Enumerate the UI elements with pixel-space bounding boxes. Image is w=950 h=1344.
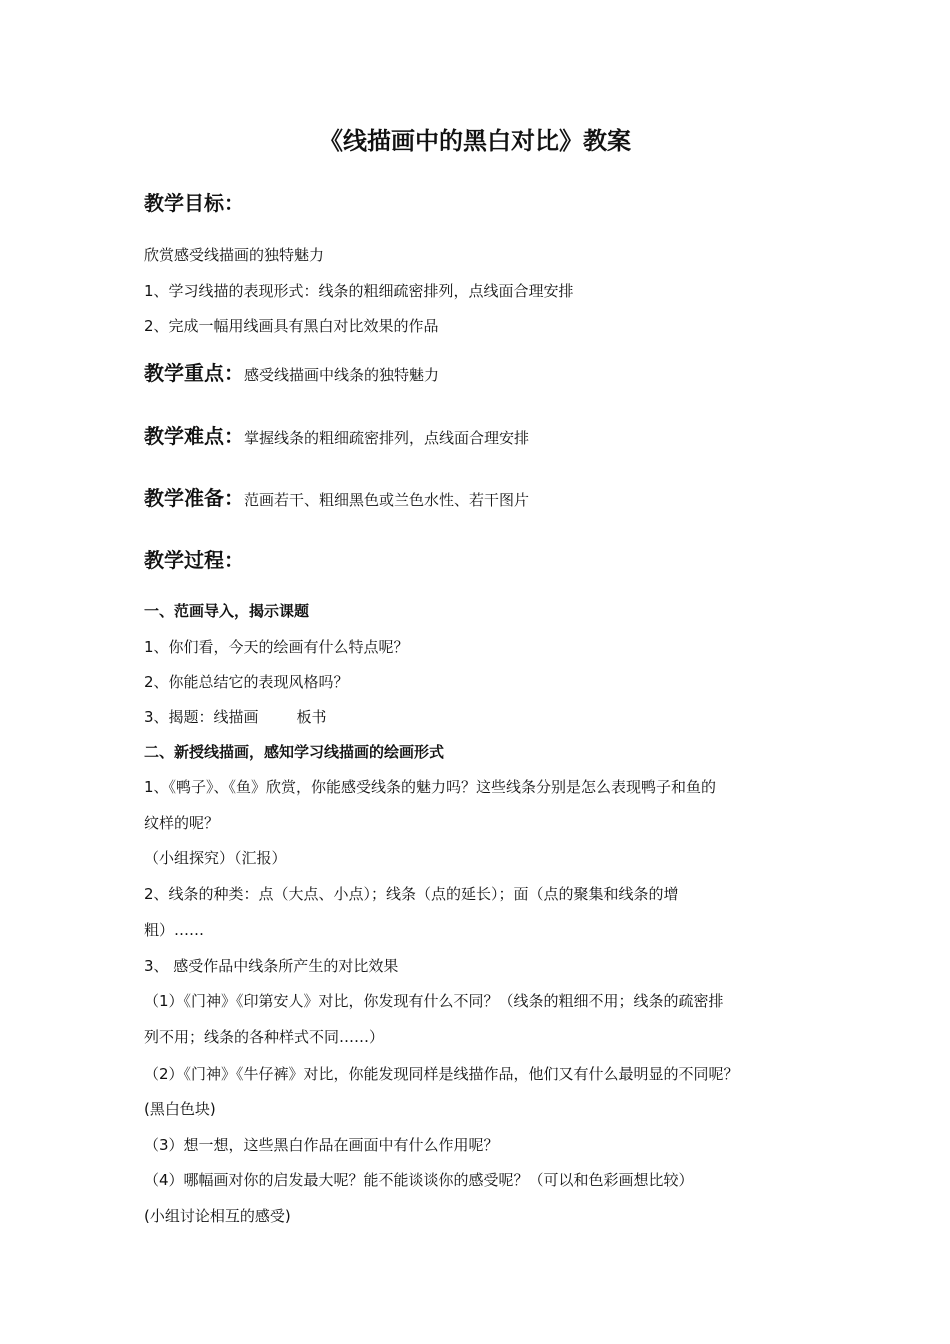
section1-item: 1、你们看，今天的绘画有什么特点呢？ xyxy=(144,638,409,656)
section2-line: 1、《鸭子》、《鱼》欣赏，你能感受线条的魅力吗？这些线条分别是怎么表现鸭子和鱼的 xyxy=(144,778,717,796)
section2-line: （4）哪幅画对你的启发最大呢？能不能谈谈你的感受呢？（可以和色彩画想比较） xyxy=(144,1171,694,1189)
difficulty-heading: 教学难点： xyxy=(144,424,244,448)
section2-line: 纹样的呢？ xyxy=(144,814,220,832)
key-point-row xyxy=(144,358,850,390)
objective-item: 欣赏感受线描画的独特魅力 xyxy=(144,246,325,264)
objective-item: 2、完成一幅用线画具有黑白对比效果的作品 xyxy=(144,317,439,335)
section2-line: (黑白色块) xyxy=(144,1100,216,1118)
section1-title: 一、范画导入，揭示课题 xyxy=(144,602,310,620)
process-heading: 教学过程： xyxy=(144,548,244,572)
objectives-heading: 教学目标： xyxy=(144,191,244,215)
preparation-heading: 教学准备： xyxy=(144,486,244,510)
key-point-text: 感受线描画中线条的独特魅力 xyxy=(244,366,440,384)
section2-line: (小组讨论相互的感受) xyxy=(144,1207,291,1225)
section1-item: 3、揭题：线描画 xyxy=(144,708,259,726)
section2-line: 列不用；线条的各种样式不同……） xyxy=(144,1028,385,1046)
section1-item: 2、你能总结它的表现风格吗？ xyxy=(144,673,349,691)
section1-item-row xyxy=(144,705,850,729)
preparation-row xyxy=(144,483,850,515)
section2-line: （小组探究）（汇报） xyxy=(144,849,287,867)
preparation-text: 范画若干、粗细黑色或兰色水性、若干图片 xyxy=(244,491,530,509)
section2-line: 粗）…… xyxy=(144,921,205,939)
section2-line: （2）《门神》《牛仔裤》对比，你能发现同样是线描作品，他们又有什么最明显的不同呢？ xyxy=(144,1065,739,1083)
section2-line: （1）《门神》《印第安人》对比，你发现有什么不同？（线条的粗细不用；线条的疏密排 xyxy=(144,992,724,1010)
section2-line: 3、 感受作品中线条所产生的对比效果 xyxy=(144,957,399,975)
document-title: 《线描画中的黑白对比》教案 xyxy=(319,127,631,155)
section2-line: 2、线条的种类：点（大点、小点）；线条（点的延长）；面（点的聚集和线条的增 xyxy=(144,885,679,903)
section2-line: （3）想一想，这些黑白作品在画面中有什么作用呢？ xyxy=(144,1136,499,1154)
difficulty-row xyxy=(144,421,850,453)
objective-item: 1、学习线描的表现形式：线条的粗细疏密排列，点线面合理安排 xyxy=(144,282,574,300)
section2-title: 二、新授线描画，感知学习线描画的绘画形式 xyxy=(144,743,445,761)
section1-board-note: 板书 xyxy=(296,708,327,726)
key-point-heading: 教学重点： xyxy=(144,361,244,385)
difficulty-text: 掌握线条的粗细疏密排列，点线面合理安排 xyxy=(244,429,530,447)
